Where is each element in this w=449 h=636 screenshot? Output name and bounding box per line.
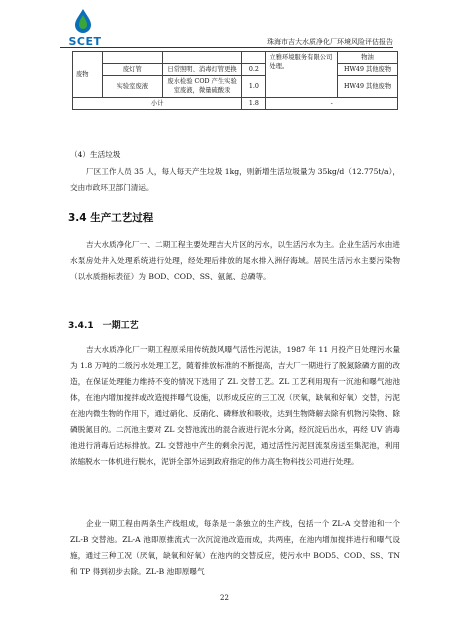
table-cell: 1.0	[242, 76, 266, 97]
table-cell	[102, 52, 162, 64]
table-row	[73, 76, 398, 97]
table-row	[73, 52, 398, 64]
table-cell: 立雅环境服务有限公司处理。	[266, 52, 338, 98]
table-cell: 物油	[338, 52, 398, 64]
garbage-paragraph: 厂区工作人员 35 人，每人每天产生垃圾 1kg，则新增生活垃圾量为 35kg/d（12.775t/a），交由市政环卫部门清运。	[70, 167, 400, 192]
subtotal-value: 1.8	[242, 97, 266, 109]
section-heading-3-4: 3.4 生产工艺过程	[68, 212, 154, 224]
table-cell: 废物	[73, 52, 103, 98]
table-row	[73, 64, 398, 76]
table-cell: 废水检验 COD 产生实验室废液，微量硫酸汞	[162, 76, 242, 97]
table-cell: HW49 其他废物	[338, 64, 398, 76]
page-number: 22	[220, 594, 229, 602]
water-drop-logo-icon	[72, 8, 94, 34]
table-cell: 实验室废液	[102, 76, 162, 97]
table-cell: 0.2	[242, 64, 266, 76]
table-cell	[242, 52, 266, 64]
section-3-4-1-paragraph-1: 吉大水质净化厂一期工程原采用传统鼓风曝气活性污泥法，1987 年 11 月投产日处理污水量为 1.8 万吨的二级污水处理工艺，随着排放标准的不断提高，吉大厂一期进行了脱氮除磷方面的改造，在保证处理能力维持不变的情况下选用了 ZL 交替工艺。ZL 工艺利用现有一沉池和曝气池池体，在池内增加搅拌或改造搅拌曝气设施，以形成反应的三工况（厌氧，缺氧和好氧）交替，污泥在池内微生物的作用下，通过硝化、反硝化、磷释放和吸收，达到生物降解去除有机物污染物、除磷脱氮目的。二沉池主要对 ZL 交替池流出的混合液进行泥水分离，经沉淀后出水，再经 UV 消毒池进行消毒后达标排放。ZL 交替池中产生的剩余污泥，通过活性污泥回流泵房送至集泥池，利用浓缩脱水一体机进行脱水，泥饼全部外运到政府指定的伟力高生物科技公司进行处理。	[70, 345, 400, 466]
logo-text: SCET	[68, 35, 102, 48]
header-divider	[60, 47, 393, 48]
table-cell	[162, 52, 242, 64]
table-cell: 日常照明、消毒灯管更换	[162, 64, 242, 76]
section-heading-3-4-1: 3.4.1 一期工艺	[68, 321, 139, 331]
subtotal-note: -	[266, 97, 398, 109]
table-row-subtotal	[73, 97, 398, 109]
hazardous-waste-table	[72, 51, 398, 110]
table-cell: 废灯管	[102, 64, 162, 76]
subtotal-label: 小计	[73, 97, 242, 109]
garbage-heading: （4）生活垃圾	[70, 150, 121, 159]
scet-logo	[60, 8, 110, 48]
header-title: 珠海市吉大水质净化厂环境风险评估报告	[267, 38, 393, 46]
table-cell: HW49 其他废物	[338, 76, 398, 97]
section-3-4-1-paragraph-2: 企业一期工程由两条生产线组成，每条是一条独立的生产线，包括一个 ZL-A 交替池和一个 ZL-B 交替池。ZL-A 池即原推流式一次沉淀池改造而成，共两座，在池内增加搅拌进行和曝气设施，通过三种工况（厌氧，缺氧和好氧）在池内的交替反应，使污水中 BOD5、COD、SS、TN 和 TP 得到初步去除。ZL-B 池即原曝气	[70, 519, 400, 576]
section-3-4-paragraph: 吉大水质净化厂一、二期工程主要处理吉大片区的污水，以生活污水为主。企业生活污水由进水泵房处井入处理系统进行处理，经处理后排放的尾水排入洲仔海域。居民生活污水主要污染物（以水质指标表征）为 BOD、COD、SS、氨氮、总磷等。	[70, 240, 400, 281]
